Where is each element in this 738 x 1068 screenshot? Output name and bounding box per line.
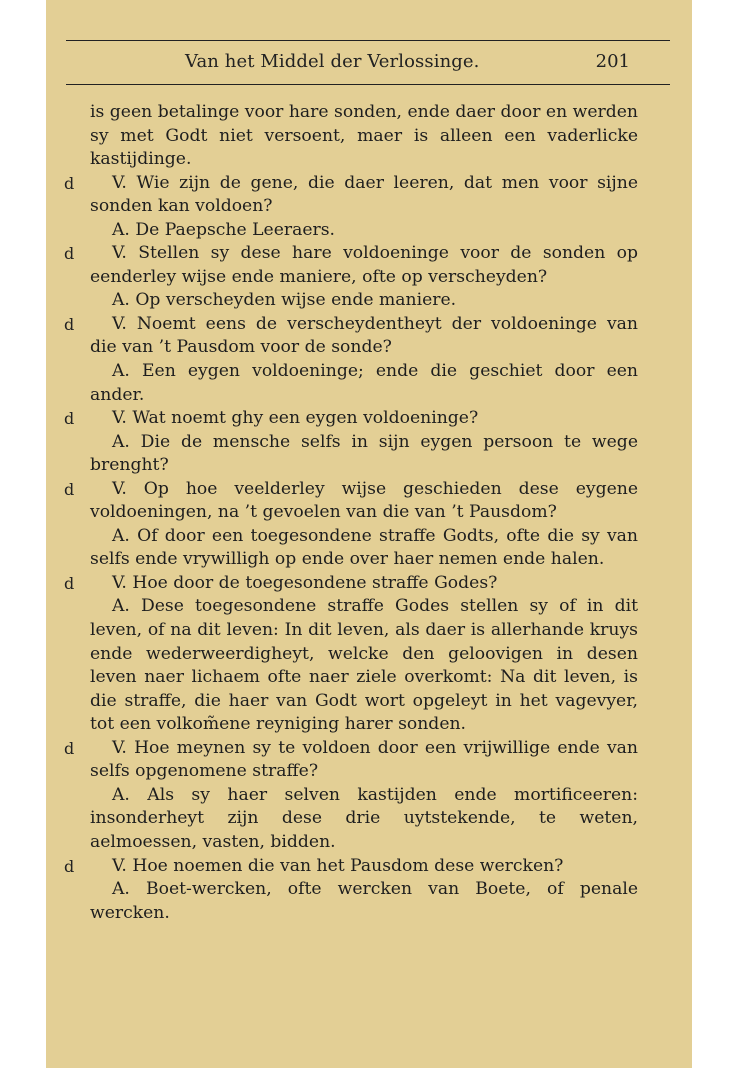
margin-marker: d: [64, 314, 75, 334]
paragraph: [90, 219, 638, 243]
margin-marker: d: [64, 244, 75, 264]
paragraph: [90, 878, 638, 925]
paragraph-text: V. Hoe door de toegesondene straffe Godes?: [112, 572, 498, 593]
paragraph-text: A. Die de mensche selfs in sijn eygen persoon te wege brenght?: [90, 431, 638, 476]
running-title: Van het Middel der Verlossinge.: [185, 51, 480, 72]
margin-marker: d: [64, 738, 75, 758]
paragraph-text: V. Hoe noemen die van het Pausdom dese wercken?: [112, 855, 564, 876]
page-number: 201: [595, 51, 630, 72]
paragraph: [64, 478, 638, 525]
paragraph-text: V. Wie zijn de gene, die daer leeren, dat men voor sijne sonden kan voldoen?: [90, 172, 638, 217]
paragraph: [90, 784, 638, 855]
paragraph: [90, 431, 638, 478]
paragraph: [90, 525, 638, 572]
paragraph-text: V. Op hoe veelderley wijse geschieden dese eygene voldoeningen, na ’t gevoelen van die van ’t Pausdom?: [90, 478, 638, 523]
paragraph-text: A. Of door een toegesondene straffe Godts, ofte die sy van selfs ende vrywilligh op ende over haer nemen ende halen.: [90, 525, 638, 570]
header-rule-bottom: [66, 84, 670, 85]
margin-marker: d: [64, 173, 75, 193]
paragraph-text: A. De Paepsche Leeraers.: [112, 219, 336, 240]
paragraph: [64, 313, 638, 360]
paragraph-text: V. Wat noemt ghy een eygen voldoeninge?: [112, 408, 479, 429]
paragraph: [64, 242, 638, 289]
paragraph-text: A. Dese toegesondene straffe Godes stellen sy of in dit leven, of na dit leven: In dit leven, als daer is allerhande kruys ende wederweerdigheyt, welcke den geloovigen in desen leven naer lichaem ofte naer ziele overkomt: Na dit leven, is die straffe, die haer van Godt wort opgeleyt in het vagevyer, tot een volkom̃ene reyniging harer sonden.: [90, 596, 638, 735]
margin-marker: d: [64, 856, 75, 876]
paragraph-text: V. Hoe meynen sy te voldoen door een vrijwillige ende van selfs opgenomene straffe?: [90, 737, 638, 782]
margin-marker: d: [64, 479, 75, 499]
paragraph: [64, 407, 638, 431]
paragraph: [64, 737, 638, 784]
paragraph-text: A. Een eygen voldoeninge; ende die geschiet door een ander.: [90, 361, 638, 405]
running-head: [46, 51, 692, 77]
paragraph: [90, 595, 638, 736]
paragraph: [64, 572, 638, 596]
paragraph-text: V. Stellen sy dese hare voldoeninge voor de sonden op eenderley wijse ende maniere, ofte op verscheyden?: [90, 243, 638, 287]
margin-marker: d: [64, 573, 75, 593]
paragraph-text: V. Noemt eens de verscheydentheyt der voldoeninge van die van ’t Pausdom voor de sonde?: [90, 313, 638, 358]
body-text: [64, 101, 638, 925]
header-rule-top: [66, 40, 670, 41]
margin-marker: d: [64, 409, 75, 429]
paragraph: [90, 360, 638, 407]
paragraph: [90, 101, 638, 172]
paragraph: [90, 289, 638, 313]
book-page: [46, 0, 692, 1068]
paragraph-text: A. Op verscheyden wijse ende maniere.: [112, 290, 457, 311]
paragraph-text: A. Als sy haer selven kastijden ende mortificeeren: insonderheyt zijn dese drie uytstekende, te weten, aelmoessen, vasten, bidden.: [90, 784, 638, 852]
paragraph-text: is geen betalinge voor hare sonden, ende daer door en werden sy met Godt niet versoent, maer is alleen een vaderlicke kastijdinge.: [90, 102, 638, 170]
paragraph: [64, 172, 638, 219]
paragraph-text: A. Boet-wercken, ofte wercken van Boete, of penale wercken.: [90, 879, 638, 923]
paragraph: [64, 855, 638, 879]
